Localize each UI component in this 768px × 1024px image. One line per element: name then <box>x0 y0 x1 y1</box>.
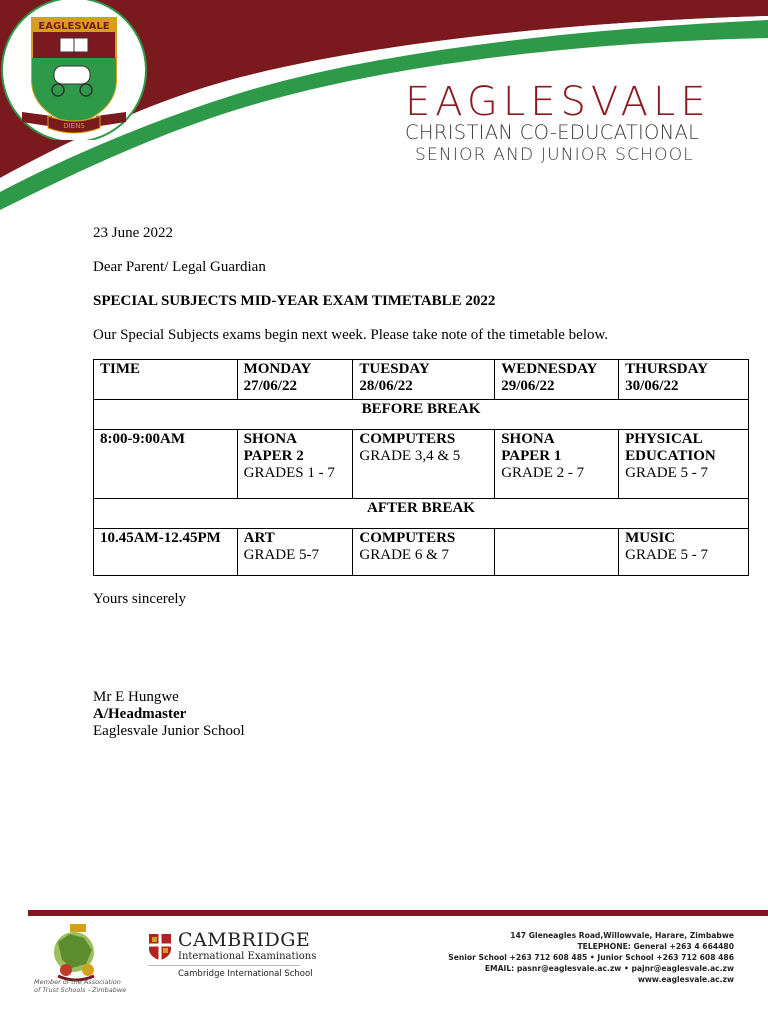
svg-text:DIENS: DIENS <box>63 122 85 130</box>
school-crest-logo <box>0 0 148 140</box>
trust-membership-text: Member of the Association of Trust Schools - Zimbabwe <box>34 978 127 994</box>
contact-details <box>448 930 734 985</box>
row1-wednesday: SHONA PAPER 1 GRADE 2 - 7 <box>495 430 619 499</box>
row2-tuesday: COMPUTERS GRADE 6 & 7 <box>353 529 495 576</box>
svg-text:EAGLESVALE: EAGLESVALE <box>38 21 110 32</box>
table-row <box>94 430 749 499</box>
header-time: TIME <box>94 360 238 400</box>
row2-time: 10.45AM-12.45PM <box>94 529 238 576</box>
header-monday: MONDAY 27/06/22 <box>237 360 353 400</box>
before-break-label: BEFORE BREAK <box>94 400 749 430</box>
school-name: EAGLESVALE <box>405 79 711 125</box>
cambridge-school-text: Cambridge International School <box>178 969 313 979</box>
after-break-row <box>94 499 749 529</box>
table-row <box>94 529 749 576</box>
row2-monday: ART GRADE 5-7 <box>237 529 353 576</box>
email: EMAIL: pasnr@eaglesvale.ac.zw • pajnr@eaglesvale.ac.zw <box>484 964 734 973</box>
row2-wednesday <box>495 529 619 576</box>
exam-timetable <box>93 359 749 576</box>
school-phones: Senior School +263 712 608 485 • Junior School +263 712 608 486 <box>448 953 734 962</box>
row1-time: 8:00-9:00AM <box>94 430 238 499</box>
website: www.eaglesvale.ac.zw <box>637 975 734 984</box>
letterhead <box>0 0 768 210</box>
row1-monday: SHONA PAPER 2 GRADES 1 - 7 <box>237 430 353 499</box>
telephone: TELEPHONE: General +263 4 664480 <box>577 942 734 951</box>
letter-heading: SPECIAL SUBJECTS MID-YEAR EXAM TIMETABLE 2022 <box>93 293 496 309</box>
after-break-label: AFTER BREAK <box>94 499 749 529</box>
signatory-name: Mr E Hungwe <box>93 689 179 705</box>
table-header-row <box>94 360 749 400</box>
cambridge-subtitle: International Examinations <box>178 951 317 962</box>
cambridge-shield-logo <box>148 933 172 961</box>
signatory-title: A/Headmaster <box>93 706 187 722</box>
cambridge-title: CAMBRIDGE <box>178 929 311 951</box>
valediction: Yours sincerely <box>93 591 187 607</box>
header-wednesday: WEDNESDAY 29/06/22 <box>495 360 619 400</box>
cambridge-divider <box>148 965 300 966</box>
header-thursday: THURSDAY 30/06/22 <box>619 360 749 400</box>
row1-tuesday: COMPUTERS GRADE 3,4 & 5 <box>353 430 495 499</box>
letter-date: 23 June 2022 <box>93 225 173 241</box>
footer-divider <box>28 910 768 916</box>
row1-thursday: PHYSICAL EDUCATION GRADE 5 - 7 <box>619 430 749 499</box>
school-name-block <box>405 80 735 166</box>
signatory-school: Eaglesvale Junior School <box>93 723 245 739</box>
row2-thursday: MUSIC GRADE 5 - 7 <box>619 529 749 576</box>
school-subtitle: CHRISTIAN CO-EDUCATIONAL <box>405 121 700 144</box>
signature-block <box>93 689 245 740</box>
letter-intro: Our Special Subjects exams begin next week. Please take note of the timetable below. <box>93 327 609 343</box>
letter-greeting: Dear Parent/ Legal Guardian <box>93 259 266 275</box>
address: 147 Gleneagles Road,Willowvale, Harare, Zimbabwe <box>510 931 734 940</box>
header-tuesday: TUESDAY 28/06/22 <box>353 360 495 400</box>
school-subtitle-2: SENIOR AND JUNIOR SCHOOL <box>415 145 694 165</box>
before-break-row <box>94 400 749 430</box>
